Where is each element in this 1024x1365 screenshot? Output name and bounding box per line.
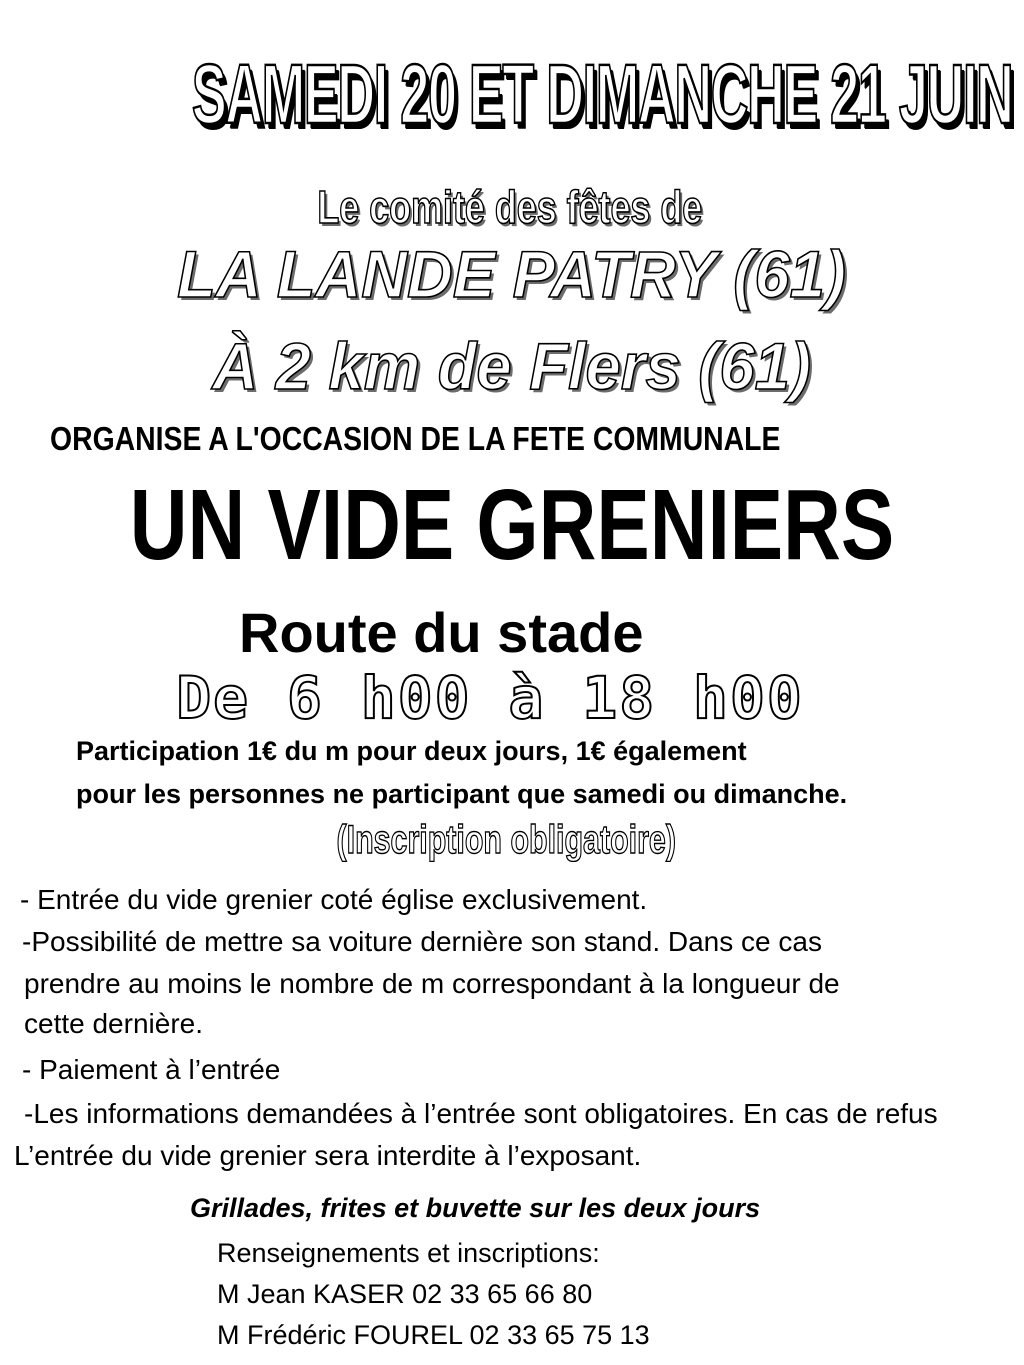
rule-infos-2: L’entrée du vide grenier sera interdite à l’exposant. [14,1140,642,1171]
dates-headline: SAMEDI 20 ET DIMANCHE 21 JUIN [191,47,1013,141]
rule-paiement: - Paiement à l’entrée [22,1054,281,1085]
inscription-note: (Inscription obligatoire) [336,818,676,862]
contact-fourel: M Frédéric FOUREL 02 33 65 75 13 [217,1320,650,1350]
participation-line-1: Participation 1€ du m pour deux jours, 1€ également [76,736,747,766]
renseignements-label: Renseignements et inscriptions: [217,1238,600,1268]
rule-entree: - Entrée du vide grenier coté église exclusivement. [20,884,648,915]
restauration-line: Grillades, frites et buvette sur les deux jours [190,1193,761,1223]
event-title: UN VIDE GRENIERS [129,469,895,581]
participation-line-2: pour les personnes ne participant que samedi ou dimanche. [76,779,848,809]
contact-kaser: M Jean KASER 02 33 65 66 80 [217,1279,593,1309]
distance-line: À 2 km de Flers (61) [212,329,811,403]
event-location: Route du stade [239,601,644,664]
rule-infos-1: -Les informations demandées à l’entrée sont obligatoires. En cas de refus [24,1098,938,1129]
event-hours: De 6 h00 à 18 h00 [176,664,804,732]
comite-line: Le comité des fêtes de [317,181,703,233]
rule-voiture-3: cette dernière. [24,1008,203,1039]
rule-voiture-1: -Possibilité de mettre sa voiture dernière son stand. Dans ce cas [22,926,822,957]
commune-name: LA LANDE PATRY (61) [177,237,846,311]
organise-line: ORGANISE A L'OCCASION DE LA FETE COMMUNALE [50,420,781,457]
rule-voiture-2: prendre au moins le nombre de m correspondant à la longueur de [24,968,840,999]
